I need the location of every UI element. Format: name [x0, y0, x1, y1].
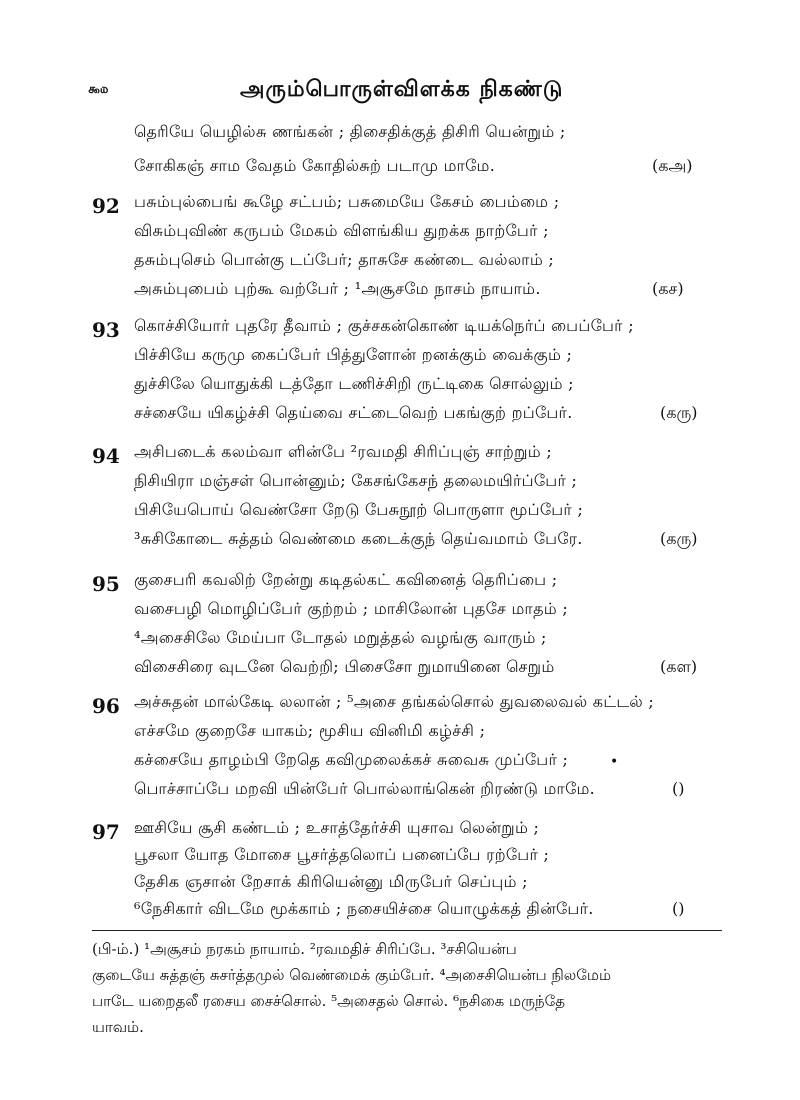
verse-number: 92: [92, 194, 120, 218]
footnote-line: யாவம்.: [92, 1018, 144, 1036]
stray-dot: •: [610, 754, 619, 770]
verse-tag: (): [672, 779, 685, 798]
footnote-divider: [92, 930, 722, 931]
verse-line: தேசிக ஞசான் றேசாக் கிரியென்னு மிருபேர் செப்பும் ;: [134, 872, 528, 891]
verse-line: தசும்புசெம் பொன்கு டப்பேர்; தாசுசே கண்டை வல்லாம் ;: [134, 250, 555, 269]
verse-number: 94: [92, 444, 120, 468]
verse-tag: (கரு): [660, 529, 698, 548]
verse-line: நிசியிரா மஞ்சள் பொன்னும்; கேசங்கேசந் தலைமயிர்ப்பேர் ;: [134, 471, 578, 490]
verse-line: கச்சையே தாழம்பி றேதெ கவிமுலைக்கச் சுவைசு முப்பேர் ;: [134, 750, 569, 769]
verse-line: அச்சுதன் மால்கேடி லலான் ; ⁵அசை தங்கல்சொல் துவலைவல் கட்டல் ;: [134, 692, 655, 711]
verse-line: ⁴அசைசிலே மேய்பா டோதல் மறுத்தல் வழங்கு வாரும் ;: [134, 628, 547, 647]
footnote-line: பாடே யறைதலீ ரசைய சைச்சொல். ⁵அசைதல் சொல். ⁶நசிகை மருந்தே: [92, 992, 566, 1010]
intro-line: சோகிகஞ் சாம வேதம் கோதில்சுற் படாமு மாமே.: [134, 156, 496, 175]
verse-number: 96: [92, 694, 120, 718]
verse-line: சச்சையே யிகழ்ச்சி தெய்வை சட்டைவெற் பகங்குற் றப்பேர்.: [134, 403, 573, 422]
verse-tag: (கஅ): [652, 156, 693, 175]
verse-line: பிச்சியே கருமு கைப்பேர் பித்துளோன் றனக்கும் வைக்கும் ;: [134, 345, 573, 364]
verse-line: எச்சமே குறைசே யாகம்; மூசிய வினிமி கழ்ச்சி ;: [134, 721, 486, 740]
verse-tag: (கள): [660, 657, 698, 676]
verse-line: ஊசியே சூசி கண்டம் ; உசாத்தேர்ச்சி யுசாவ லென்றும் ;: [134, 818, 540, 837]
page-title: அரும்பொருள்விளக்க நிகண்டு: [240, 76, 564, 102]
verse-line: பூசலா யோத மோசை பூசர்த்தலொப் பனைப்பே ரற்பேர் ;: [134, 845, 550, 864]
verse-number: 93: [92, 318, 120, 342]
verse-line: கொச்சியோர் புதரே தீவாம் ; குச்சகன்கொண் டியக்நெர்ப் பைப்பேர் ;: [134, 316, 634, 335]
verse-line: வசைபழி மொழிப்பேர் குற்றம் ; மாசிலோன் புதசே மாதம் ;: [134, 599, 569, 618]
verse-line: ³சுசிகோடை சுத்தம் வெண்மை கடைக்குந் தெய்வமாம் பேரே.: [134, 529, 583, 548]
verse-line: பசும்புல்பைங் கூழே சட்பம்; பசுமையே கேசம் பைம்மை ;: [134, 192, 560, 211]
verse-line: துச்சிலே யொதுக்கி டத்தோ டணிச்சிறி ருட்டிகை சொல்லும் ;: [134, 374, 574, 393]
verse-line: குசைபரி கவலிற் றேன்று கடிதல்கட் கவினைத் தெரிப்பை ;: [134, 570, 558, 589]
verse-line: பொச்சாப்பே மறவி யின்பேர் பொல்லாங்கென் றிரண்டு மாமே.: [134, 779, 596, 798]
page-header: [0, 70, 800, 110]
intro-line: தெரியே யெழில்சு ணங்கன் ; திசைதிக்குத் திசிரி யென்றும் ;: [134, 122, 566, 141]
verse-tag: (கச): [652, 279, 684, 298]
verse-line: விசும்புவிண் கருபம் மேகம் விளங்கிய துறக்க நாற்பேர் ;: [134, 221, 549, 240]
verse-tag: (): [672, 899, 685, 918]
verse-line: அசும்புபைம் புற்கூ வற்பேர் ; ¹அசூசமே நாசம் நாயாம்.: [134, 279, 541, 298]
verse-line: அசிபடைக் கலம்வா ளின்பே ²ரவமதி சிரிப்புஞ் சாற்றும் ;: [134, 442, 553, 461]
verse-line: பிசியேபொய் வெண்சோ றேடு பேசுநூற் பொருளா மூப்பேர் ;: [134, 500, 584, 519]
footnote-line: குடையே சுத்தஞ் சுசர்த்தமுல் வெண்மைக் கும்பேர். ⁴அசைசியென்ப நிலமேம்: [92, 966, 612, 984]
footnote-line: (பி-ம்.) ¹அசூசம் நரகம் நாயாம். ²ரவமதிச் சிரிப்பே. ³சசியென்ப: [92, 940, 517, 958]
verse-tag: (கரு): [660, 403, 698, 422]
verse-number: 95: [92, 572, 120, 596]
verse-line: விசைசிரை வுடனே வெற்றி; பிசைசோ றுமாயினை செறும்: [134, 657, 555, 676]
page-number: ௯௰: [88, 82, 109, 97]
verse-line: ⁶நேசிகார் விடமே மூக்காம் ; நசையிச்சை யொழுக்கத் தின்பேர்.: [134, 899, 594, 918]
verse-number: 97: [92, 820, 120, 844]
